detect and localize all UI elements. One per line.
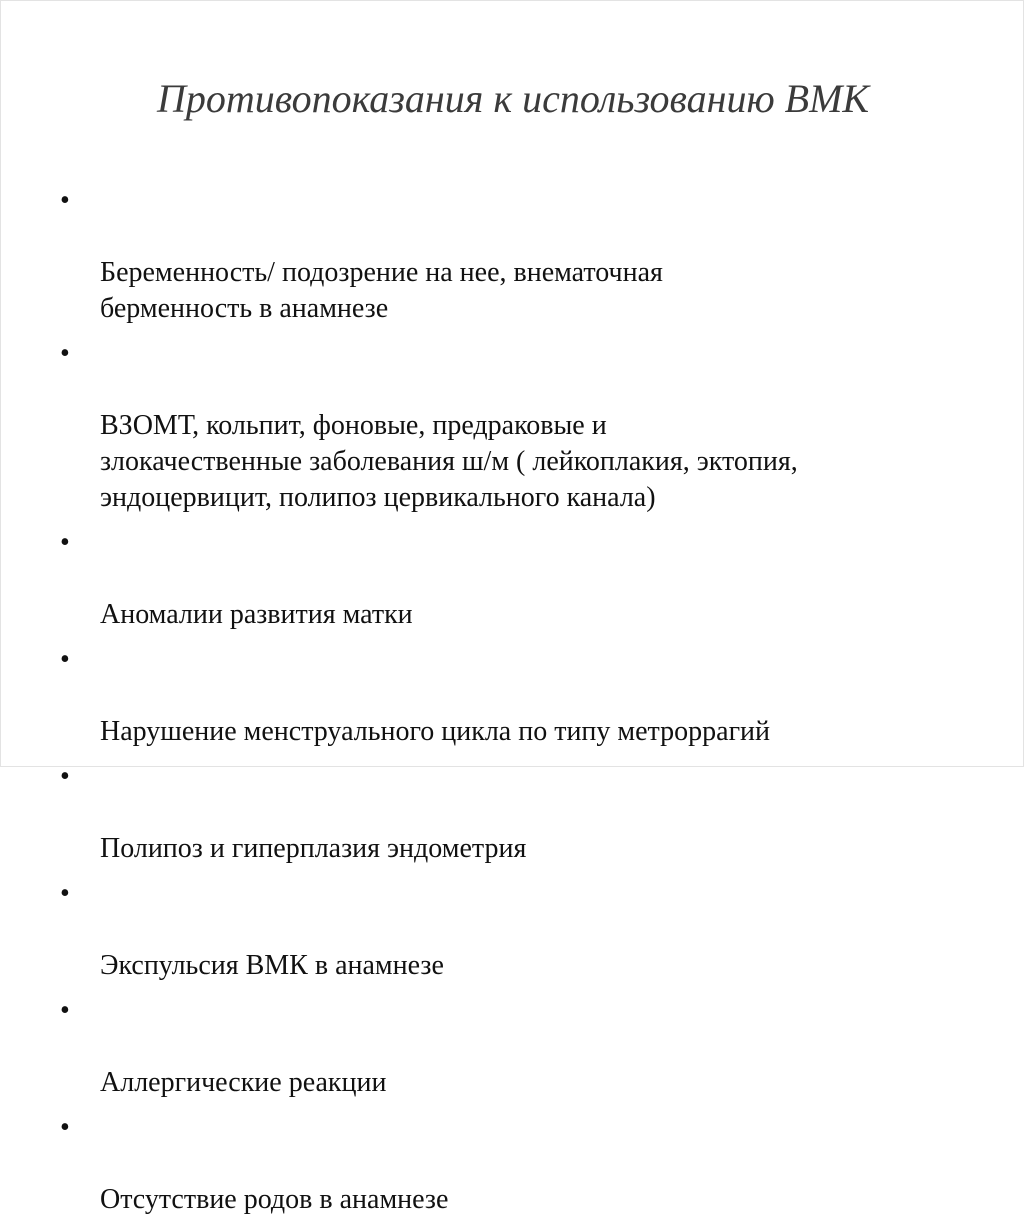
- bullet-icon: •: [60, 527, 70, 558]
- list-item-text: Полипоз и гиперплазия эндометрия: [100, 833, 527, 864]
- bullet-icon: •: [60, 995, 70, 1026]
- list-item-expulsion: [56, 876, 976, 984]
- list-item-text: Аномалии развития матки: [100, 599, 413, 630]
- bullet-icon: •: [60, 1112, 70, 1143]
- list-item-allergy: [56, 993, 976, 1101]
- list-item-uterine-anomalies: [56, 525, 976, 633]
- list-item-pregnancy: [56, 183, 976, 327]
- slide-title: Противопоказания к использованию ВМК: [156, 76, 869, 121]
- list-item-text: ВЗОМТ, кольпит, фоновые, предраковые и злокачественные заболевания ш/м ( лейкоплакия, эктопия, эндоцервицит, полипоз цервикального канала): [100, 410, 798, 513]
- list-item-inflammation: [56, 336, 976, 516]
- list-item-cycle-disorder: [56, 642, 976, 750]
- bullet-icon: •: [60, 338, 70, 369]
- list-item-text: Аллергические реакции: [100, 1067, 387, 1098]
- list-item-no-births: [56, 1110, 976, 1218]
- contraindications-list: [56, 183, 976, 1227]
- list-item-endometrium: [56, 759, 976, 867]
- bullet-icon: •: [60, 761, 70, 792]
- list-item-text: Отсутствие родов в анамнезе: [100, 1184, 449, 1215]
- list-item-text: Экспульсия ВМК в анамнезе: [100, 950, 444, 981]
- list-item-text: Беременность/ подозрение на нее, внематочная берменность в анамнезе: [100, 257, 663, 324]
- bullet-icon: •: [60, 644, 70, 675]
- bullet-icon: •: [60, 878, 70, 909]
- bullet-icon: •: [60, 185, 70, 216]
- list-item-text: Нарушение менструального цикла по типу метроррагий: [100, 716, 771, 747]
